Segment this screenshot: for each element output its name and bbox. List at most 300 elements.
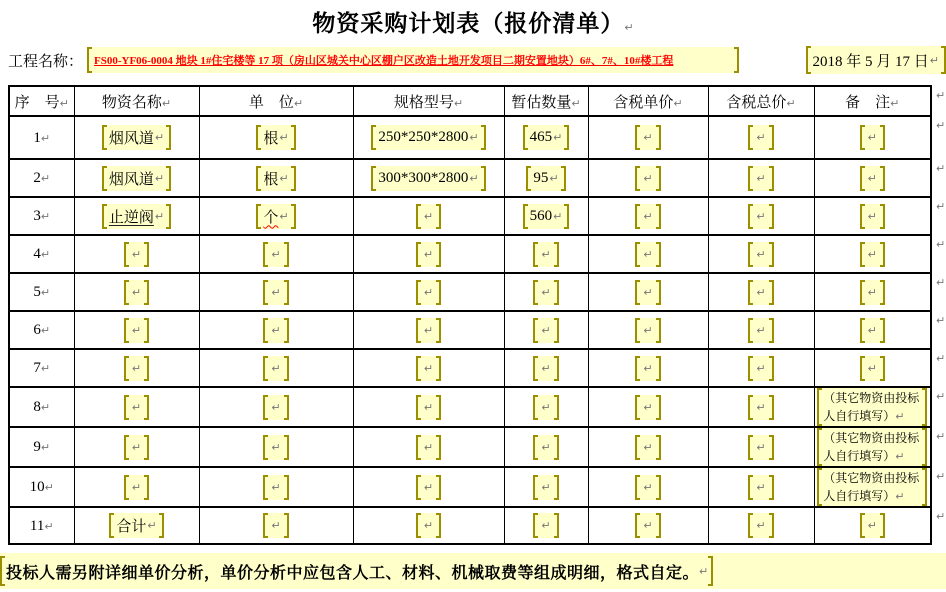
paragraph-mark: ↵: [756, 171, 766, 185]
remark-cell: [814, 235, 931, 273]
table-wrap: [8, 85, 946, 545]
table-header: [9, 86, 931, 116]
paragraph-mark: ↵: [279, 209, 289, 223]
remark-field[interactable]: [860, 242, 885, 267]
paragraph-mark: ↵: [756, 285, 766, 299]
total-price-with-tax-cell: [708, 467, 814, 507]
paragraph-mark: ↵: [131, 247, 142, 261]
material-name-field[interactable]: [124, 318, 149, 343]
spec-model-field[interactable]: [416, 513, 441, 538]
remark-field[interactable]: [860, 204, 885, 229]
field-bracket-right: [144, 395, 149, 420]
paragraph-mark: ↵: [423, 285, 434, 299]
table-row: [9, 467, 931, 507]
unit-cell: [199, 349, 353, 387]
unit-field[interactable]: [263, 318, 288, 343]
paragraph-mark: ↵: [756, 519, 766, 532]
paragraph-mark: ↵: [867, 247, 877, 261]
total-price-with-tax-cell: [708, 235, 814, 273]
unit-field[interactable]: [256, 166, 295, 191]
field-bracket-right: [436, 242, 441, 267]
field-bracket-right: [291, 125, 296, 150]
unit-price-with-tax-field[interactable]: [635, 475, 660, 500]
table-row: [9, 507, 931, 544]
material-name-value: 止逆阀: [108, 209, 154, 226]
paragraph-mark: ↵: [541, 519, 551, 532]
paragraph-mark: ↵: [131, 361, 142, 375]
field-bracket-right: [554, 356, 559, 381]
field-bracket-right: [769, 125, 774, 150]
unit-price-with-tax-cell: [588, 311, 708, 349]
material-name-value: 合计: [116, 519, 147, 535]
material-name-field[interactable]: [124, 475, 149, 500]
project-header-row: [0, 45, 946, 75]
paragraph-mark: ↵: [643, 131, 653, 144]
paragraph-mark: ↵: [279, 131, 289, 144]
row-number: 9: [33, 439, 41, 455]
paragraph-mark: ↵: [147, 519, 157, 532]
row-number: 1: [33, 129, 41, 146]
field-bracket-right: [922, 428, 927, 466]
unit-cell: [199, 159, 353, 197]
unit-cell: [199, 235, 353, 273]
unit-price-with-tax-field[interactable]: [635, 513, 660, 538]
field-bracket-right: [284, 242, 289, 267]
paragraph-mark: ↵: [895, 410, 905, 423]
table-row: [9, 235, 931, 273]
table-row: [9, 349, 931, 387]
paragraph-mark: ↵: [271, 519, 281, 532]
field-bracket-right: [769, 242, 774, 267]
material-name-field[interactable]: [124, 435, 149, 460]
spec-model-field[interactable]: [416, 435, 441, 460]
field-bracket-right: [880, 356, 885, 381]
paragraph-mark: ↵: [44, 519, 54, 533]
paragraph-mark: ↵: [271, 247, 281, 261]
paragraph-mark: ↵: [890, 96, 900, 110]
field-bracket-right: [554, 435, 559, 460]
estimated-qty-field[interactable]: [533, 435, 558, 460]
paragraph-mark: ↵: [643, 209, 653, 223]
total-price-with-tax-field[interactable]: [748, 204, 773, 229]
paragraph-mark: ↵: [756, 480, 766, 494]
total-price-with-tax-field[interactable]: [748, 318, 773, 343]
total-price-with-tax-field[interactable]: [748, 125, 773, 150]
total-price-with-tax-cell: [708, 349, 814, 387]
unit-price-with-tax-field[interactable]: [635, 395, 660, 420]
field-bracket-right: [554, 395, 559, 420]
field-bracket-right: [291, 166, 296, 191]
column-header-1: 物资名称↵: [74, 86, 199, 116]
table-row: [9, 387, 931, 427]
estimated-qty-field[interactable]: [523, 125, 570, 150]
paragraph-mark: ↵: [423, 361, 434, 375]
material-name-field[interactable]: [109, 513, 163, 538]
material-name-cell: [74, 311, 199, 349]
table-body: [9, 116, 931, 544]
spec-model-field[interactable]: [371, 166, 485, 191]
paragraph-mark: ↵: [756, 440, 766, 454]
spec-model-cell: [353, 197, 504, 235]
field-bracket-right: [436, 318, 441, 343]
paragraph-mark: ↵: [643, 400, 653, 414]
material-name-cell: [74, 197, 199, 235]
table-row: [9, 197, 931, 235]
row-number: 11: [29, 517, 45, 534]
paragraph-mark: ↵: [643, 285, 653, 299]
row-number-cell: [9, 427, 74, 467]
field-bracket-right: [880, 513, 885, 538]
field-bracket-right: [769, 318, 774, 343]
paragraph-mark: ↵: [40, 441, 51, 454]
spec-model-cell: [353, 311, 504, 349]
estimated-qty-cell: [504, 235, 588, 273]
footer-note-text: 投标人需另附详细单价分析，单价分析中应包含人工、材料、机械取费等组成明细，格式自定。: [6, 564, 700, 582]
material-name-value: 烟风道: [108, 171, 154, 188]
estimated-qty-cell: [504, 349, 588, 387]
row-number: 4: [33, 246, 41, 262]
estimated-qty-cell: [504, 427, 588, 467]
estimated-qty-field[interactable]: [533, 475, 558, 500]
field-bracket-right: [708, 556, 713, 586]
paragraph-mark: ↵: [624, 21, 634, 34]
spec-model-field[interactable]: [416, 356, 441, 381]
remark-field[interactable]: [817, 468, 927, 506]
paragraph-mark: ↵: [154, 171, 165, 185]
date-field[interactable]: [806, 46, 946, 74]
spec-model-value: 300*300*2800: [378, 169, 469, 186]
paragraph-mark: ↵: [423, 209, 434, 223]
unit-price-with-tax-cell: [588, 507, 708, 544]
field-bracket-right: [284, 475, 289, 500]
material-name-cell: [74, 159, 199, 197]
unit-price-with-tax-cell: [588, 116, 708, 159]
spec-model-cell: [353, 427, 504, 467]
field-bracket-right: [769, 166, 774, 191]
unit-price-with-tax-cell: [588, 467, 708, 507]
paragraph-mark: ↵: [936, 89, 946, 102]
field-bracket-right: [769, 356, 774, 381]
unit-field[interactable]: [263, 280, 288, 305]
estimated-qty-cell: [504, 507, 588, 544]
estimated-qty-value: 560: [529, 207, 553, 224]
estimated-qty-field[interactable]: [533, 356, 558, 381]
paragraph-mark: ↵: [936, 470, 946, 483]
estimated-qty-field[interactable]: [533, 280, 558, 305]
field-bracket-right: [922, 388, 927, 426]
field-bracket-right: [656, 435, 661, 460]
unit-price-with-tax-field[interactable]: [635, 125, 660, 150]
unit-cell: [199, 197, 353, 235]
remark-field[interactable]: [817, 428, 927, 466]
unit-price-with-tax-field[interactable]: [635, 242, 660, 267]
material-name-field[interactable]: [124, 356, 149, 381]
paragraph-mark: ↵: [40, 248, 51, 261]
field-bracket-right: [769, 513, 774, 538]
row-number-cell: [9, 197, 74, 235]
paragraph-mark: ↵: [40, 324, 51, 337]
paragraph-mark: ↵: [936, 314, 946, 327]
unit-field[interactable]: [256, 204, 295, 229]
table-row: [9, 159, 931, 197]
paragraph-mark: ↵: [643, 361, 653, 375]
unit-field[interactable]: [263, 356, 288, 381]
paragraph-mark: ↵: [936, 238, 946, 251]
material-name-field[interactable]: [102, 204, 171, 229]
paragraph-mark: ↵: [59, 96, 69, 110]
paragraph-mark: ↵: [643, 480, 653, 494]
material-name-cell: [74, 273, 199, 311]
row-number: 3: [33, 208, 41, 224]
estimated-qty-field[interactable]: [533, 395, 558, 420]
paragraph-mark: ↵: [541, 323, 551, 337]
paragraph-mark: ↵: [936, 390, 946, 403]
material-name-field[interactable]: [102, 166, 171, 191]
unit-field[interactable]: [256, 125, 295, 150]
unit-field[interactable]: [263, 242, 288, 267]
field-bracket-right: [436, 280, 441, 305]
material-name-cell: [74, 349, 199, 387]
field-bracket-right: [166, 125, 171, 150]
unit-price-with-tax-field[interactable]: [635, 318, 660, 343]
row-number-cell: [9, 273, 74, 311]
field-bracket-right: [880, 242, 885, 267]
material-name-cell: [74, 467, 199, 507]
remark-field[interactable]: [860, 166, 885, 191]
row-number-cell: [9, 387, 74, 427]
material-name-field[interactable]: [124, 395, 149, 420]
spec-model-field[interactable]: [416, 280, 441, 305]
paragraph-mark: ↵: [131, 285, 142, 299]
row-number: 7: [33, 360, 41, 376]
paragraph-mark: ↵: [553, 131, 563, 144]
field-bracket-right: [734, 47, 739, 73]
remark-field[interactable]: [860, 513, 885, 538]
paragraph-mark: ↵: [867, 131, 877, 144]
field-bracket-right: [144, 435, 149, 460]
estimated-qty-field[interactable]: [523, 204, 570, 229]
total-price-with-tax-cell: [708, 159, 814, 197]
spec-model-cell: [353, 467, 504, 507]
spec-model-cell: [353, 235, 504, 273]
paragraph-mark: ↵: [161, 96, 172, 110]
unit-field[interactable]: [263, 475, 288, 500]
paragraph-mark: ↵: [40, 172, 51, 185]
field-bracket-right: [166, 166, 171, 191]
unit-value: 根: [263, 171, 279, 188]
paragraph-mark: ↵: [541, 247, 551, 261]
paragraph-mark: ↵: [271, 323, 281, 337]
field-bracket-right: [284, 280, 289, 305]
remark-cell: [814, 427, 931, 467]
unit-cell: [199, 387, 353, 427]
estimated-qty-cell: [504, 197, 588, 235]
remark-cell: [814, 159, 931, 197]
spec-model-field[interactable]: [416, 242, 441, 267]
row-number-cell: [9, 116, 74, 159]
unit-price-with-tax-field[interactable]: [635, 204, 660, 229]
table-row: [9, 273, 931, 311]
paragraph-mark: ↵: [541, 480, 551, 494]
estimated-qty-value: 465: [529, 129, 553, 145]
paragraph-mark: ↵: [541, 400, 551, 414]
project-name-label: 工程名称：: [8, 53, 84, 70]
total-price-with-tax-field[interactable]: [748, 395, 773, 420]
total-price-with-tax-field[interactable]: [748, 475, 773, 500]
total-price-with-tax-field[interactable]: [748, 356, 773, 381]
total-price-with-tax-cell: [708, 387, 814, 427]
unit-cell: [199, 507, 353, 544]
column-header-3: 规格型号↵: [353, 86, 504, 116]
paragraph-mark: ↵: [40, 286, 51, 299]
total-price-with-tax-field[interactable]: [748, 242, 773, 267]
spec-model-field[interactable]: [416, 318, 441, 343]
paragraph-mark: ↵: [423, 323, 434, 337]
field-bracket-right: [656, 204, 661, 229]
spec-model-cell: [353, 349, 504, 387]
field-bracket-right: [554, 242, 559, 267]
estimated-qty-cell: [504, 159, 588, 197]
unit-price-with-tax-field[interactable]: [635, 280, 660, 305]
estimated-qty-field[interactable]: [533, 242, 558, 267]
paragraph-mark: ↵: [643, 323, 653, 337]
field-bracket-right: [144, 242, 149, 267]
material-name-field[interactable]: [102, 125, 171, 150]
estimated-qty-field[interactable]: [526, 166, 565, 191]
material-name-cell: [74, 116, 199, 159]
remark-cell: [814, 116, 931, 159]
field-bracket-right: [284, 395, 289, 420]
material-name-cell: [74, 427, 199, 467]
unit-field[interactable]: [263, 435, 288, 460]
paragraph-mark: ↵: [131, 440, 142, 454]
paragraph-mark: ↵: [271, 285, 281, 299]
spec-model-field[interactable]: [416, 204, 441, 229]
unit-price-with-tax-field[interactable]: [635, 166, 660, 191]
row-number-cell: [9, 467, 74, 507]
field-bracket-right: [656, 475, 661, 500]
total-price-with-tax-field[interactable]: [748, 435, 773, 460]
remark-value: （其它物资由投标人自行填写）: [823, 431, 920, 463]
unit-price-with-tax-field[interactable]: [635, 356, 660, 381]
date-value: 2018 年 5 月 17 日: [812, 53, 929, 70]
remark-cell: [814, 387, 931, 427]
paragraph-mark: ↵: [867, 361, 877, 375]
field-bracket-right: [769, 280, 774, 305]
header-row: [9, 86, 931, 116]
unit-field[interactable]: [263, 513, 288, 538]
remark-cell: [814, 273, 931, 311]
paragraph-mark: ↵: [786, 96, 796, 110]
estimated-qty-cell: [504, 387, 588, 427]
paragraph-mark: ↵: [936, 276, 946, 289]
unit-price-with-tax-cell: [588, 273, 708, 311]
remark-cell: [814, 349, 931, 387]
unit-value: 个: [263, 209, 279, 226]
total-price-with-tax-cell: [708, 273, 814, 311]
estimated-qty-value: 95: [533, 169, 549, 186]
estimated-qty-cell: [504, 467, 588, 507]
field-bracket-right: [656, 513, 661, 538]
remark-cell: [814, 507, 931, 544]
remark-field[interactable]: [860, 125, 885, 150]
field-bracket-right: [656, 395, 661, 420]
unit-price-with-tax-cell: [588, 427, 708, 467]
total-price-with-tax-cell: [708, 116, 814, 159]
unit-price-with-tax-cell: [588, 197, 708, 235]
field-bracket-right: [554, 475, 559, 500]
remark-field[interactable]: [817, 388, 927, 426]
paragraph-mark: ↵: [423, 519, 434, 532]
unit-value: 根: [263, 131, 279, 147]
paragraph-mark: ↵: [271, 400, 281, 414]
field-bracket-right: [656, 166, 661, 191]
field-bracket-right: [436, 395, 441, 420]
remark-cell: [814, 467, 931, 507]
row-number-cell: [9, 311, 74, 349]
row-number: 10: [29, 479, 45, 495]
field-bracket-right: [656, 318, 661, 343]
project-name-field[interactable]: [87, 47, 739, 73]
paragraph-mark: ↵: [936, 200, 946, 213]
field-bracket-right: [284, 318, 289, 343]
field-bracket-right: [284, 513, 289, 538]
paragraph-mark: ↵: [154, 131, 165, 144]
paragraph-mark: ↵: [895, 450, 905, 463]
paragraph-mark: ↵: [423, 247, 434, 261]
spec-model-field[interactable]: [416, 395, 441, 420]
unit-price-with-tax-cell: [588, 349, 708, 387]
paragraph-mark: ↵: [936, 119, 946, 132]
page-title: 物资采购计划表（报价清单）: [312, 11, 625, 36]
unit-price-with-tax-cell: [588, 159, 708, 197]
total-price-with-tax-field[interactable]: [748, 513, 773, 538]
remark-field[interactable]: [860, 280, 885, 305]
material-name-cell: [74, 235, 199, 273]
estimated-qty-field[interactable]: [533, 513, 558, 538]
estimated-qty-cell: [504, 311, 588, 349]
table-row: [9, 427, 931, 467]
total-price-with-tax-field[interactable]: [748, 280, 773, 305]
unit-field[interactable]: [263, 395, 288, 420]
paragraph-mark: ↵: [131, 400, 142, 414]
field-bracket-right: [284, 435, 289, 460]
field-bracket-right: [769, 395, 774, 420]
paragraph-mark: ↵: [756, 209, 766, 223]
total-price-with-tax-field[interactable]: [748, 166, 773, 191]
estimated-qty-cell: [504, 273, 588, 311]
remark-field[interactable]: [860, 356, 885, 381]
footer-note-bar: [0, 553, 946, 589]
paragraph-mark: ↵: [699, 564, 709, 578]
paragraph-mark: ↵: [271, 361, 281, 375]
paragraph-mark: ↵: [643, 440, 653, 454]
paragraph-mark: ↵: [936, 352, 946, 365]
total-price-with-tax-cell: [708, 507, 814, 544]
spec-model-field[interactable]: [371, 125, 485, 150]
material-name-field[interactable]: [124, 280, 149, 305]
field-bracket-right: [144, 475, 149, 500]
field-bracket-right: [284, 356, 289, 381]
field-bracket-right: [554, 280, 559, 305]
remark-field[interactable]: [860, 318, 885, 343]
material-name-field[interactable]: [124, 242, 149, 267]
field-bracket-right: [922, 468, 927, 506]
unit-price-with-tax-field[interactable]: [635, 435, 660, 460]
estimated-qty-cell: [504, 116, 588, 159]
spec-model-field[interactable]: [416, 475, 441, 500]
estimated-qty-field[interactable]: [533, 318, 558, 343]
